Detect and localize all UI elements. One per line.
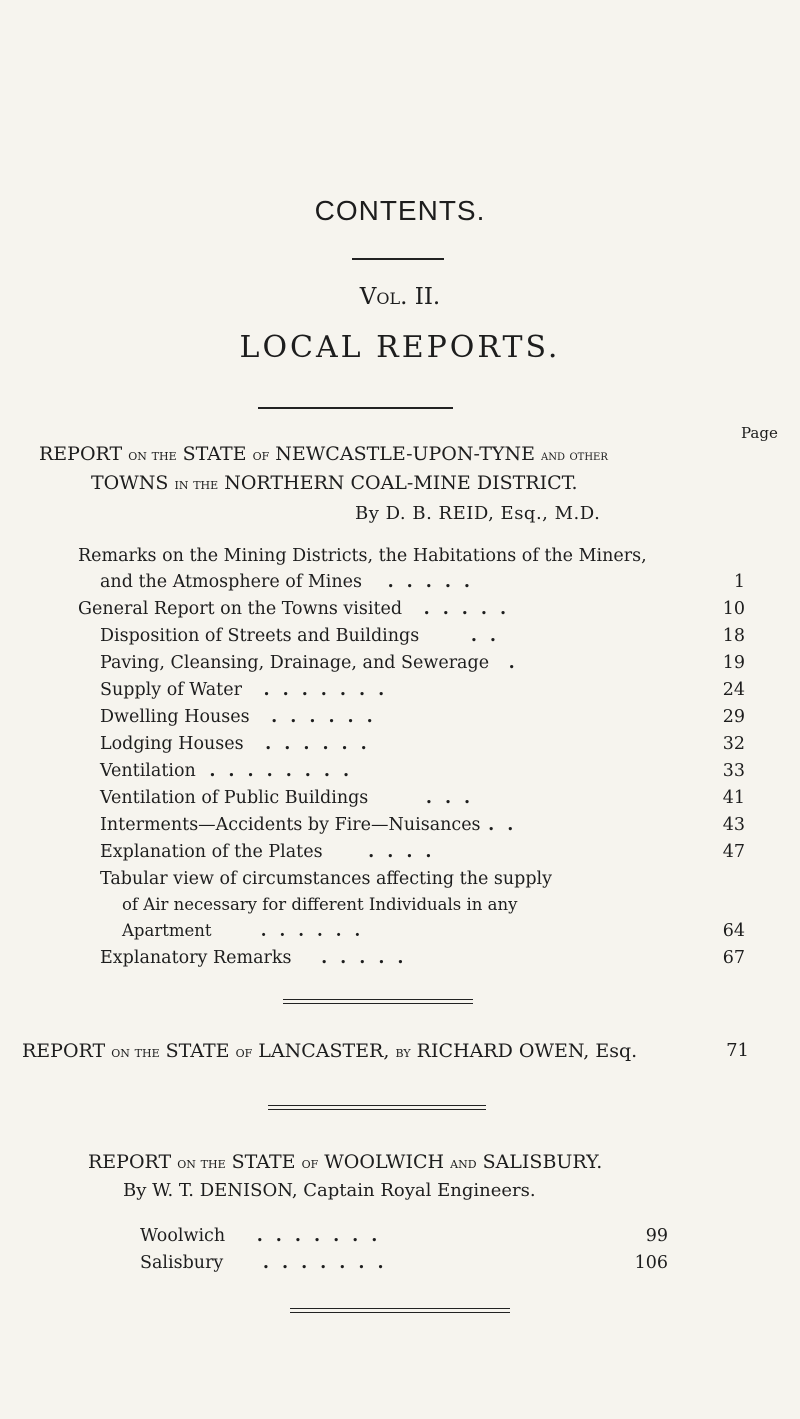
entry-text: General Report on the Towns visited xyxy=(78,599,403,619)
toc-entry[interactable] xyxy=(122,895,517,914)
entry-page: 29 xyxy=(722,707,745,727)
title-word: of xyxy=(301,1154,319,1172)
entry-text: Ventilation of Public Buildings xyxy=(100,788,369,808)
divider xyxy=(283,999,473,1000)
toc-entry[interactable]: Explanatory Remarks ..... xyxy=(100,948,417,968)
entry-page: 99 xyxy=(645,1226,668,1246)
entry-page: 43 xyxy=(722,815,745,835)
toc-entry[interactable]: Ventilation of Public Buildings ... xyxy=(100,788,484,808)
entry-text: Woolwich xyxy=(140,1226,226,1246)
toc-entry[interactable]: Woolwich ....... xyxy=(140,1226,391,1246)
report3-author: By W. T. DENISON, Captain Royal Engineers. xyxy=(123,1180,536,1201)
toc-entry[interactable]: Explanation of the Plates .... xyxy=(100,842,445,862)
title-word: and other xyxy=(541,448,608,464)
title-word: TOWNS xyxy=(91,472,169,494)
divider xyxy=(283,1003,473,1004)
entry-page: 67 xyxy=(722,948,745,968)
toc-entry[interactable]: Paving, Cleansing, Drainage, and Sewerage . xyxy=(100,653,528,673)
title-word: of xyxy=(252,446,270,464)
divider xyxy=(290,1312,510,1313)
entry-page: 10 xyxy=(722,599,745,619)
toc-entry[interactable]: Dwelling Houses ...... xyxy=(100,707,386,727)
title-word: RICHARD OWEN, Esq. xyxy=(416,1040,638,1062)
title-word: in the xyxy=(174,475,219,493)
entry-page: 1 xyxy=(733,572,745,592)
entry-text: and the Atmosphere of Mines xyxy=(100,572,362,592)
toc-entry[interactable]: Apartment ...... xyxy=(122,921,374,940)
section-title: LOCAL REPORTS. xyxy=(239,330,561,365)
report1-title-line1 xyxy=(39,443,608,465)
report3-title xyxy=(88,1151,602,1173)
entry-text: of Air necessary for different Individuals in any xyxy=(122,895,518,914)
entry-text: Interments—Accidents by Fire—Nuisances xyxy=(100,815,481,835)
report2-title xyxy=(22,1040,637,1062)
divider xyxy=(268,1105,486,1106)
title-word: REPORT xyxy=(39,443,123,465)
title-word: NORTHERN COAL-MINE DISTRICT. xyxy=(224,472,578,494)
title-word: REPORT xyxy=(22,1040,106,1062)
toc-entry[interactable]: Disposition of Streets and Buildings .. xyxy=(100,626,509,646)
entry-text: Salisbury xyxy=(140,1253,224,1273)
page-column-label: Page xyxy=(741,424,778,442)
toc-entry[interactable]: General Report on the Towns visited ..... xyxy=(78,599,520,619)
toc-entry[interactable]: Interments—Accidents by Fire—Nuisances .. xyxy=(100,815,527,835)
entry-page: 47 xyxy=(722,842,745,862)
title-word: STATE xyxy=(182,443,247,465)
entry-text: Dwelling Houses xyxy=(100,707,250,727)
toc-entry[interactable]: Supply of Water ....... xyxy=(100,680,398,700)
entry-page: 64 xyxy=(722,921,745,941)
title-word: LANCASTER, xyxy=(258,1040,390,1062)
title-word: REPORT xyxy=(88,1151,172,1173)
entry-text: Disposition of Streets and Buildings xyxy=(100,626,420,646)
entry-page: 24 xyxy=(722,680,745,700)
toc-entry[interactable]: Salisbury ....... xyxy=(140,1253,397,1273)
divider xyxy=(290,1308,510,1309)
entry-text: Explanation of the Plates xyxy=(100,842,323,862)
entry-text: Ventilation xyxy=(100,761,196,781)
toc-entry[interactable]: and the Atmosphere of Mines ..... xyxy=(100,572,484,592)
entry-text: Explanatory Remarks xyxy=(100,948,292,968)
title-word: on the xyxy=(111,1043,160,1061)
volume-label: Vol. II. xyxy=(359,284,441,310)
report1-author: By D. B. REID, Esq., M.D. xyxy=(355,503,601,524)
entry-page: 18 xyxy=(722,626,745,646)
entry-page: 41 xyxy=(722,788,745,808)
entry-page: 71 xyxy=(726,1040,749,1061)
title-word: SALISBURY. xyxy=(482,1151,603,1173)
title-word: and xyxy=(450,1154,477,1172)
report1-title-line2 xyxy=(91,472,578,494)
toc-entry[interactable] xyxy=(100,869,552,889)
divider xyxy=(268,1109,486,1110)
title-word: STATE xyxy=(231,1151,296,1173)
title-word: on the xyxy=(128,446,177,464)
entry-page: 106 xyxy=(634,1253,668,1273)
entry-text: Apartment xyxy=(122,921,212,940)
page-title: CONTENTS. xyxy=(314,195,486,226)
title-word: on the xyxy=(177,1154,226,1172)
entry-text: Remarks on the Mining Districts, the Habitations of the Miners, xyxy=(78,546,647,566)
entry-text: Supply of Water xyxy=(100,680,242,700)
toc-entry[interactable]: Ventilation ........ xyxy=(100,761,363,781)
title-divider xyxy=(352,258,444,260)
title-word: WOOLWICH xyxy=(324,1151,445,1173)
section-divider xyxy=(258,407,453,409)
title-word: STATE xyxy=(165,1040,230,1062)
entry-page: 32 xyxy=(722,734,745,754)
title-word: by xyxy=(395,1043,411,1061)
toc-entry[interactable] xyxy=(78,546,647,566)
entry-page: 19 xyxy=(722,653,745,673)
entry-text: Lodging Houses xyxy=(100,734,244,754)
toc-entry[interactable]: Lodging Houses ...... xyxy=(100,734,380,754)
entry-page: 33 xyxy=(722,761,745,781)
title-word: of xyxy=(235,1043,253,1061)
title-word: NEWCASTLE-UPON-TYNE xyxy=(275,443,535,465)
entry-text: Tabular view of circumstances affecting the supply xyxy=(100,869,553,889)
entry-text: Paving, Cleansing, Drainage, and Sewerage xyxy=(100,653,490,673)
